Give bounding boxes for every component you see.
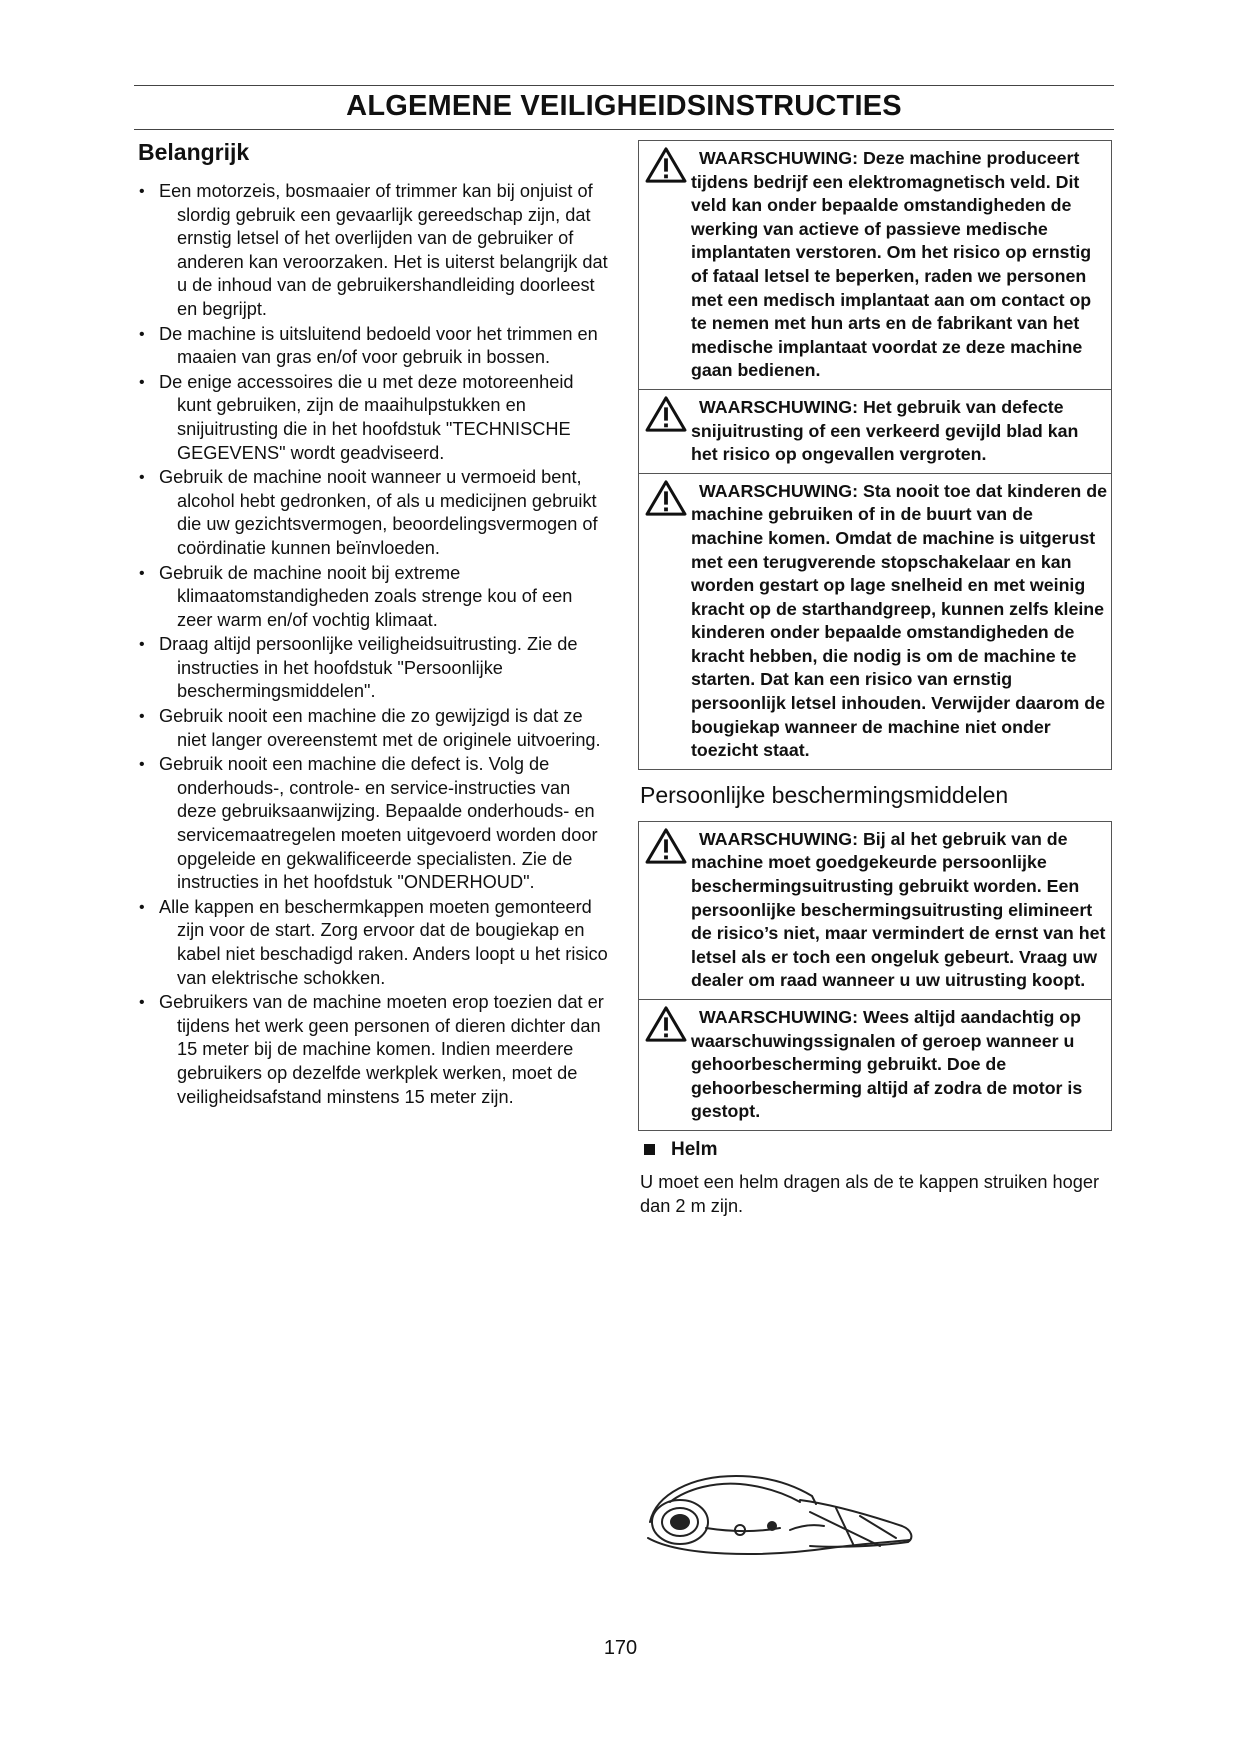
warning-triangle-icon xyxy=(645,1006,687,1042)
warning-text: WAARSCHUWING: Wees altijd aandachtig op waarschuwingssignalen of geroep wanneer u gehoorbescherming gebruikt. Doe de gehoorbescherming altijd af zodra de motor is gestopt. xyxy=(691,1007,1083,1122)
title-underline xyxy=(134,129,1114,130)
top-rule xyxy=(134,85,1114,86)
right-column xyxy=(638,140,1114,1218)
list-item: • Alle kappen en beschermkappen moeten gemonteerd zijn voor de start. Zorg ervoor dat de bougiekap en kabel niet beschadigd raken. Anders loopt u het risico van elektrische schokken. xyxy=(138,896,608,990)
warning-group-pbm xyxy=(638,821,1112,1131)
warning-box xyxy=(639,141,1111,389)
square-bullet-icon xyxy=(644,1144,655,1155)
list-item: • Gebruikers van de machine moeten erop toezien dat er tijdens het werk geen personen of dieren dichter dan 15 meter bij de machine komen. Indien meerdere gebruikers op dezelfde werkplek werken, moet de veiligheidsafstand minstens 15 meter zijn. xyxy=(138,991,608,1109)
page-number: 170 xyxy=(603,1637,638,1659)
list-item: • Gebruik nooit een machine die defect is. Volg de onderhouds-, controle- en service-instructies van deze gebruiksaanwijzing. Bepaalde onderhouds- en servicemaatregelen moeten uitgevoerd worden door opgeleide en gekwalificeerde specialisten. Zie de instructies in het hoofdstuk "ONDERHOUD". xyxy=(138,753,608,895)
list-item: • Gebruik de machine nooit wanneer u vermoeid bent, alcohol hebt gedronken, of als u medicijnen gebruikt die uw gezichtsvermogen, beoordelingsvermogen of coördinatie kunnen beïnvloeden. xyxy=(138,466,608,560)
section-heading-belangrijk: Belangrijk xyxy=(138,139,250,165)
warning-text: WAARSCHUWING: Deze machine produceert tijdens bedrijf een elektromagnetisch veld. Dit veld kan onder bepaalde omstandigheden de werking van actieve of passieve medische implantaten verstoren. Om het risico op ernstig of fataal letsel te beperken, raden we personen met een medisch implantaat aan om contact op te nemen met hun arts en de fabrikant van het medische implantaat voordat ze deze machine gaan bedienen. xyxy=(691,148,1092,381)
section-heading-pbm: Persoonlijke beschermingsmiddelen xyxy=(640,781,1009,808)
warning-text: WAARSCHUWING: Sta nooit toe dat kinderen de machine gebruiken of in de buurt van de machine komen. Omdat de machine is uitgerust met een terugverende stopschakelaar en kan worden gestart op lage snelheid en met weinig kracht op de starthandgreep, kunnen zelfs kleine kinderen onder bepaalde omstandigheden de kracht hebben, die nodig is om de machine te starten. Dat kan een risico van ernstig persoonlijk letsel inhouden. Verwijder daarom de bougiekap wanneer de machine niet onder toezicht staat. xyxy=(691,480,1107,761)
list-item: • De enige accessoires die u met deze motoreenheid kunt gebruiken, zijn de maaihulpstukken en snijuitrusting die in het hoofdstuk "TECHNISCHE GEGEVENS" wordt geadviseerd. xyxy=(138,371,608,465)
safety-instruction-list xyxy=(138,180,608,1110)
warning-box xyxy=(639,822,1111,999)
helm-paragraph: U moet een helm dragen als de te kappen struiken hoger dan 2 m zijn. xyxy=(640,1171,1100,1216)
warning-triangle-icon xyxy=(645,147,687,183)
warning-text: WAARSCHUWING: Bij al het gebruik van de machine moet goedgekeurde persoonlijke beschermingsuitrusting gebruikt worden. Een persoonlijke beschermingsuitrusting elimineert de risico’s niet, maar vermindert de ernst van het letsel als er toch een ongeluk gebeurt. Vraag uw dealer om raad wanneer u uw uitrusting koopt. xyxy=(691,828,1106,991)
warning-triangle-icon xyxy=(645,396,687,432)
warning-text: WAARSCHUWING: Het gebruik van defecte snijuitrusting of een verkeerd gevijld blad kan het risico op ongevallen vergroten. xyxy=(691,396,1079,465)
page-title: ALGEMENE VEILIGHEIDSINSTRUCTIES xyxy=(346,90,902,122)
warning-box xyxy=(639,389,1111,473)
helm-heading xyxy=(640,1139,1114,1161)
list-item: • Gebruik de machine nooit bij extreme klimaatomstandigheden zoals strenge kou of een zeer warm en/of vochtig klimaat. xyxy=(138,562,608,633)
warning-box xyxy=(639,999,1111,1130)
warning-box xyxy=(639,473,1111,769)
list-item: • Gebruik nooit een machine die zo gewijzigd is dat ze niet langer overeenstemt met de originele uitvoering. xyxy=(138,705,608,752)
helmet-illustration xyxy=(640,1460,920,1560)
list-item: • Draag altijd persoonlijke veiligheidsuitrusting. Zie de instructies in het hoofdstuk "Persoonlijke beschermingsmiddelen". xyxy=(138,633,608,704)
helm-heading-label: Helm xyxy=(671,1138,718,1160)
warning-triangle-icon xyxy=(645,828,687,864)
warning-group-general xyxy=(638,140,1112,770)
list-item: • Een motorzeis, bosmaaier of trimmer kan bij onjuist of slordig gebruik een gevaarlijk gereedschap zijn, dat ernstig letsel of het overlijden van de gebruiker of anderen kan veroorzaken. Het is uiterst belangrijk dat u de inhoud van de gebruikershandleiding doorleest en begrijpt. xyxy=(138,180,608,322)
warning-triangle-icon xyxy=(645,480,687,516)
list-item: • De machine is uitsluitend bedoeld voor het trimmen en maaien van gras en/of voor gebruik in bossen. xyxy=(138,323,608,370)
